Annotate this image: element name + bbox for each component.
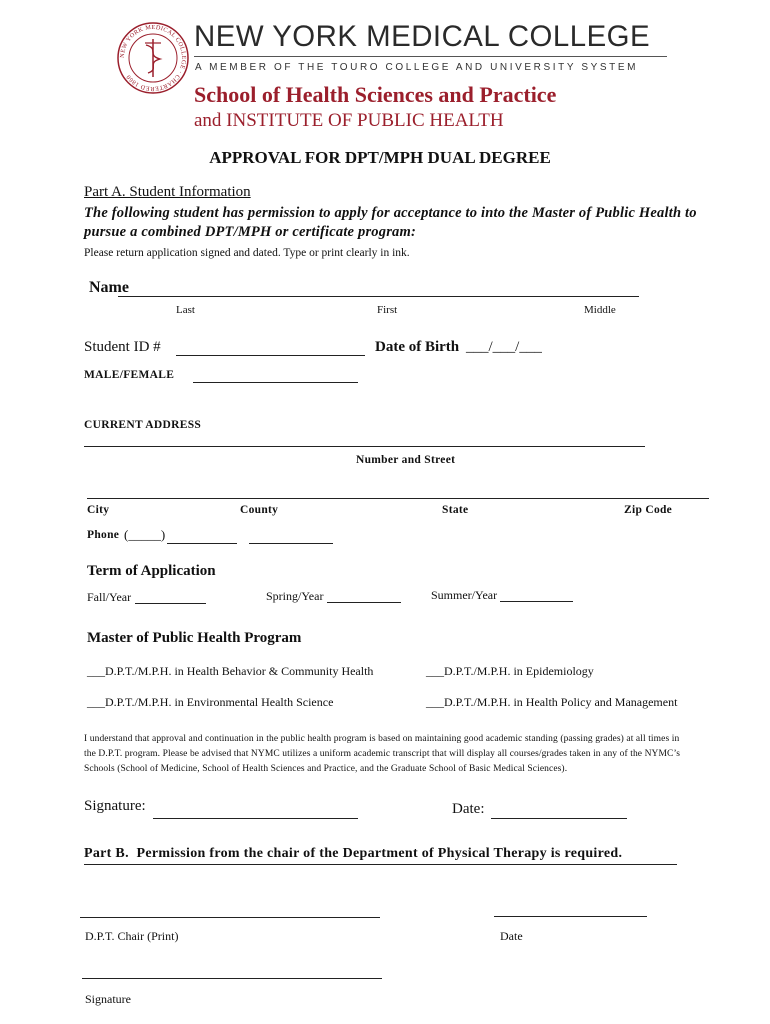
part-b-lead: Part B. [84,846,129,861]
dob-label: Date of Birth [375,339,460,355]
chair-date-label: Date [500,929,523,943]
student-id-label: Student ID # [84,339,161,355]
instructions-text: Please return application signed and dated. Type or print clearly in ink. [84,247,410,259]
permission-statement: The following student has permission to apply for acceptance to into the Master of Public Health to pursue a combined DPT/MPH or certificate program: [84,205,697,240]
member-line: A MEMBER OF THE TOURO COLLEGE AND UNIVERSITY SYSTEM [195,62,639,73]
institute-name: and INSTITUTE OF PUBLIC HEALTH [194,110,504,131]
institution-name: NEW YORK MEDICAL COLLEGE [194,20,651,53]
first-name-caption: First [377,304,398,316]
chair-print-label: D.P.T. Chair (Print) [85,929,179,943]
city-state-zip-field[interactable] [87,498,709,499]
signature-field[interactable] [153,818,358,819]
name-label: Name [89,279,129,296]
fall-label: Fall/Year [87,590,132,604]
city-caption: City [87,504,110,516]
gender-field[interactable] [193,382,358,383]
chair-print-field[interactable] [80,917,380,918]
chair-signature-label: Signature [85,992,131,1006]
school-name: School of Health Sciences and Practice [194,82,557,107]
dob-field[interactable]: ___/___/___ [466,339,542,355]
program-option-environmental[interactable]: ___D.P.T./M.P.H. in Environmental Health Science [87,695,334,709]
fall-year-field[interactable] [135,603,206,604]
header-rule [194,56,667,57]
address-label: CURRENT ADDRESS [84,419,202,431]
term-heading: Term of Application [87,563,216,579]
chair-date-field[interactable] [494,916,647,917]
signature-label: Signature: [84,798,146,814]
part-b-heading [84,846,622,862]
phone-line-field[interactable] [249,543,333,544]
date-field[interactable] [491,818,627,819]
chair-signature-field[interactable] [82,978,382,979]
program-option-epidemiology[interactable]: ___D.P.T./M.P.H. in Epidemiology [426,664,594,678]
county-caption: County [240,504,279,516]
svg-text:NEW YORK MEDICAL COLLEGE · CHA: NEW YORK MEDICAL COLLEGE · CHARTERED 1860 [118,23,188,93]
street-field[interactable] [84,446,645,447]
part-a-heading: Part A. Student Information [84,184,251,200]
part-b-underline [84,864,677,865]
phone-prefix-field[interactable] [167,543,237,544]
program-option-policy[interactable]: ___D.P.T./M.P.H. in Health Policy and Management [426,695,678,709]
zip-caption: Zip Code [624,504,673,516]
document-title: APPROVAL FOR DPT/MPH DUAL DEGREE [209,148,551,167]
student-id-field[interactable] [176,355,365,356]
phone-label: Phone [87,529,120,541]
college-seal-logo [116,21,190,95]
summer-label: Summer/Year [431,588,498,602]
summer-year-field[interactable] [500,601,573,602]
program-heading: Master of Public Health Program [87,630,302,646]
date-label: Date: [452,801,485,817]
spring-year-field[interactable] [327,602,401,603]
part-b-text: Permission from the chair of the Department of Physical Therapy is required. [136,846,623,861]
street-caption: Number and Street [356,454,456,466]
state-caption: State [442,504,469,516]
spring-label: Spring/Year [266,589,324,603]
middle-name-caption: Middle [584,304,616,316]
last-name-caption: Last [176,304,195,316]
name-field[interactable] [118,296,639,297]
gender-label: MALE/FEMALE [84,369,175,381]
acknowledgement-statement: I understand that approval and continuation in the public health program is based on maintaining good academic standing (passing grades) at all times in the D.P.T. program. Please be advised that NYMC utilizes a uniform academic transcript that will display all courses/grades taken in any of the NYMC’s Schools (School of Medicine, School of Health Sciences and Practice, and the Graduate School of Basic Medical Sciences). [84,734,681,774]
phone-area-code-field[interactable]: (_____) [124,527,166,542]
program-option-hbch[interactable]: ___D.P.T./M.P.H. in Health Behavior & Community Health [87,664,374,678]
